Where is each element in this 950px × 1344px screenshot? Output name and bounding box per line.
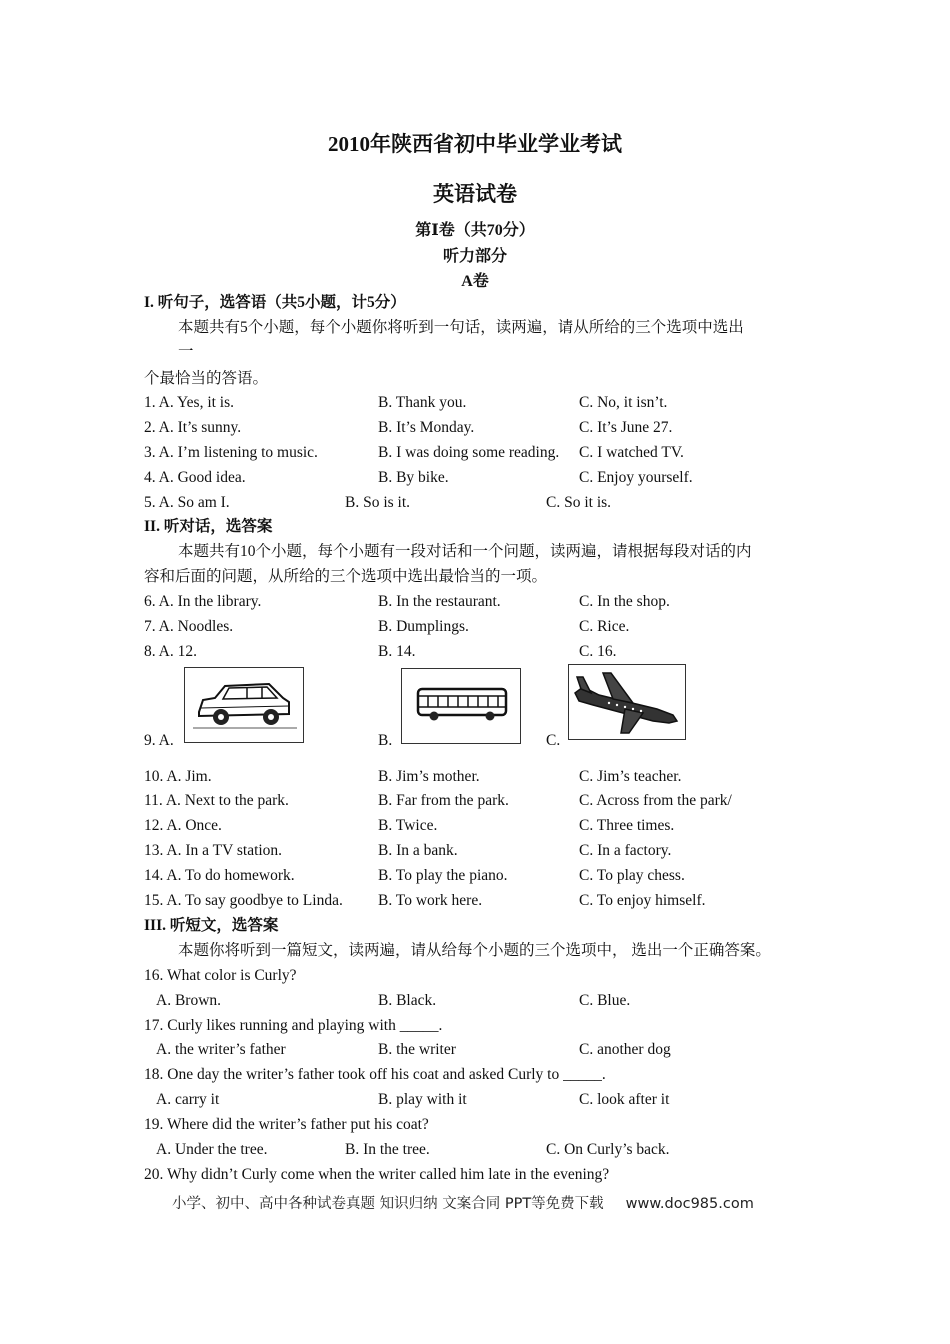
option-c: C. Enjoy yourself.: [579, 469, 693, 486]
option-c: C. 16.: [579, 643, 617, 660]
option-c: C. On Curly’s back.: [546, 1141, 670, 1158]
footer-text: 小学、初中、高中各种试卷真题 知识归纳 文案合同 PPT等免费下载: [172, 1196, 604, 1212]
option-c: C. look after it: [579, 1091, 670, 1108]
option-c: C. Rice.: [579, 618, 630, 635]
option-a: 13. A. In a TV station.: [144, 842, 283, 859]
option-c: C. Across from the park/: [579, 792, 732, 809]
option-b: B.: [378, 732, 393, 749]
option-b: B. play with it: [378, 1091, 467, 1108]
option-a: 5. A. So am I.: [144, 494, 230, 511]
question-19: 19. Where did the writer’s father put his coat?: [144, 1116, 429, 1133]
option-b: B. Twice.: [378, 817, 438, 834]
option-c: C. Blue.: [579, 992, 631, 1009]
option-b: B. Thank you.: [378, 394, 467, 411]
option-c: C. another dog: [579, 1041, 671, 1058]
option-b: B. To play the piano.: [378, 867, 508, 884]
option-c: C. No, it isn’t.: [579, 394, 668, 411]
section3-instruction: 本题你将听到一篇短文，读两遍，请从给每个小题的三个选项中， 选出一个正确答案。: [178, 942, 771, 959]
section-heading: 听力部分: [442, 248, 507, 265]
option-a: 6. A. In the library.: [144, 593, 262, 610]
option-a: 8. A. 12.: [144, 643, 197, 660]
option-a: 2. A. It’s sunny.: [144, 419, 242, 436]
option-a: 11. A. Next to the park.: [144, 792, 289, 809]
section2-heading: II. 听对话，选答案: [144, 518, 273, 535]
section3-heading: III. 听短文，选答案: [144, 917, 279, 934]
option-a: A. the writer’s father: [156, 1041, 286, 1058]
option-b: B. By bike.: [378, 469, 449, 486]
section2-instruction: 本题共有10个小题，每个小题有一段对话和一个问题，读两遍，请根据每段对话的内: [178, 543, 752, 560]
option-a: 10. A. Jim.: [144, 768, 212, 785]
option-a: A. Brown.: [156, 992, 222, 1009]
option-a: 4. A. Good idea.: [144, 469, 246, 486]
option-b: B. I was doing some reading.: [378, 444, 560, 461]
option-a: 7. A. Noodles.: [144, 618, 234, 635]
question-20: 20. Why didn’t Curly come when the writer called him late in the evening?: [144, 1166, 610, 1183]
part-heading: 第Ⅰ卷（共70分）: [415, 222, 535, 239]
option-c: C. So it is.: [546, 494, 612, 511]
option-c: C. Three times.: [579, 817, 675, 834]
option-a: 1. A. Yes, it is.: [144, 394, 235, 411]
option-a: 9. A.: [144, 732, 174, 749]
option-b: B. Black.: [378, 992, 437, 1009]
section2-instruction-cont: 容和后面的问题，从所给的三个选项中选出最恰当的一项。: [144, 568, 548, 585]
question-16: 16. What color is Curly?: [144, 967, 297, 984]
option-a: 12. A. Once.: [144, 817, 222, 834]
option-b: B. It’s Monday.: [378, 419, 475, 436]
option-b: B. In the tree.: [345, 1141, 430, 1158]
question-18: 18. One day the writer’s father took off his coat and asked Curly to _____.: [144, 1066, 606, 1083]
exam-title: 2010年陕西省初中毕业学业考试: [328, 132, 622, 156]
option-c: C. To enjoy himself.: [579, 892, 706, 909]
option-b: B. Jim’s mother.: [378, 768, 480, 785]
airplane-icon: [568, 664, 686, 740]
option-a: A. Under the tree.: [156, 1141, 268, 1158]
option-b: B. Dumplings.: [378, 618, 469, 635]
option-b: B. In the restaurant.: [378, 593, 501, 610]
bus-icon: [401, 668, 521, 744]
volume-heading: A卷: [461, 273, 489, 290]
option-c: C. It’s June 27.: [579, 419, 673, 436]
section1-instruction-end: 个最恰当的答语。: [144, 370, 269, 387]
section1-instruction-cont: 一: [178, 343, 194, 360]
option-b: B. So is it.: [345, 494, 411, 511]
option-b: B. To work here.: [378, 892, 483, 909]
option-c: C. Jim’s teacher.: [579, 768, 682, 785]
footer-url[interactable]: www.doc985.com: [625, 1196, 754, 1212]
option-c: C. I watched TV.: [579, 444, 684, 461]
option-a: A. carry it: [156, 1091, 220, 1108]
option-a: 15. A. To say goodbye to Linda.: [144, 892, 343, 909]
option-b: B. 14.: [378, 643, 416, 660]
section1-heading: I. 听句子，选答语（共5小题，计5分）: [144, 294, 406, 311]
option-c: C. To play chess.: [579, 867, 685, 884]
option-c: C. In a factory.: [579, 842, 672, 859]
option-c: C. In the shop.: [579, 593, 670, 610]
footer: [172, 1192, 754, 1213]
car-icon: [184, 667, 304, 743]
section1-instruction: 本题共有5个小题，每个小题你将听到一句话，读两遍，请从所给的三个选项中选出: [178, 319, 744, 336]
question-17: 17. Curly likes running and playing with _____.: [144, 1017, 443, 1034]
option-b: B. In a bank.: [378, 842, 458, 859]
exam-subtitle: 英语试卷: [433, 182, 517, 206]
option-b: B. Far from the park.: [378, 792, 509, 809]
option-a: 3. A. I’m listening to music.: [144, 444, 318, 461]
option-b: B. the writer: [378, 1041, 456, 1058]
option-a: 14. A. To do homework.: [144, 867, 295, 884]
option-c: C.: [546, 732, 561, 749]
